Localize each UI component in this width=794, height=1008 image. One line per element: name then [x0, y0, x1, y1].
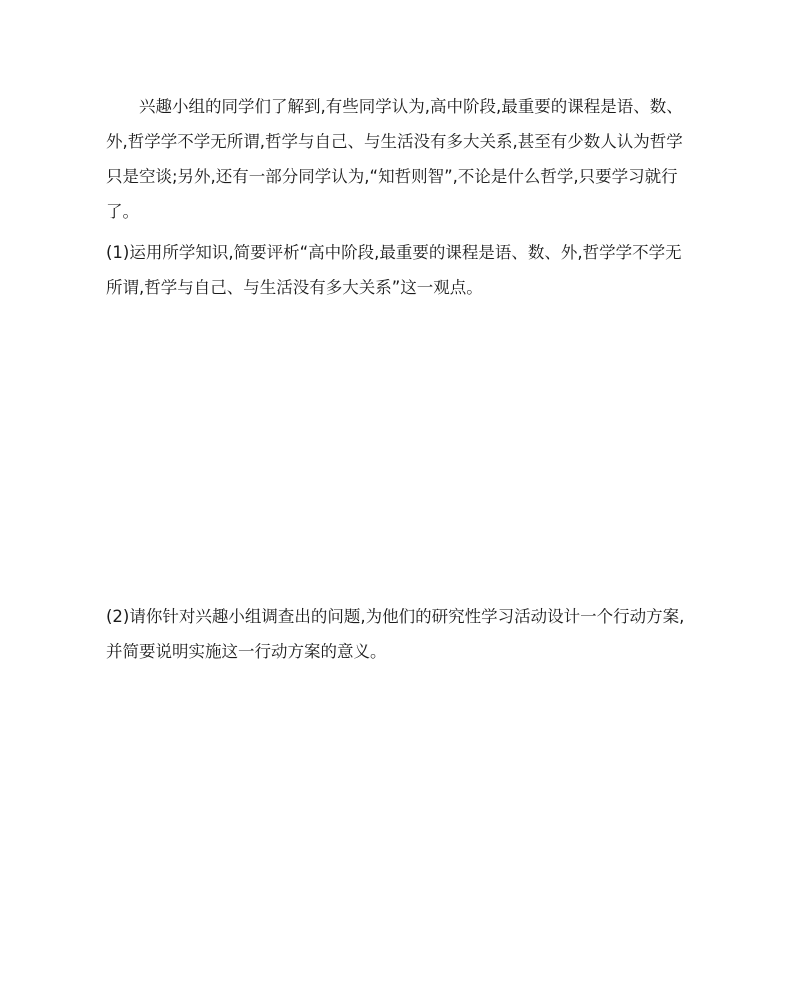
intro-paragraph [106, 89, 690, 229]
question-2: (2)请你针对兴趣小组调查出的问题,为他们的研究性学习活动设计一个行动方案,并简要说明实施这一行动方案的意义。 [106, 607, 685, 661]
question-1: (1)运用所学知识,简要评析“高中阶段,最重要的课程是语、数、外,哲学学不学无所谓,哲学与自己、与生活没有多大关系”这一观点。 [106, 243, 682, 297]
intro-text: 兴趣小组的同学们了解到,有些同学认为,高中阶段,最重要的课程是语、数、外,哲学学不学无所谓,哲学与自己、与生活没有多大关系,甚至有少数人认为哲学只是空谈;另外,还有一部分同学认为,“知哲则智”,不论是什么哲学,只要学习就行了。 [106, 97, 683, 221]
